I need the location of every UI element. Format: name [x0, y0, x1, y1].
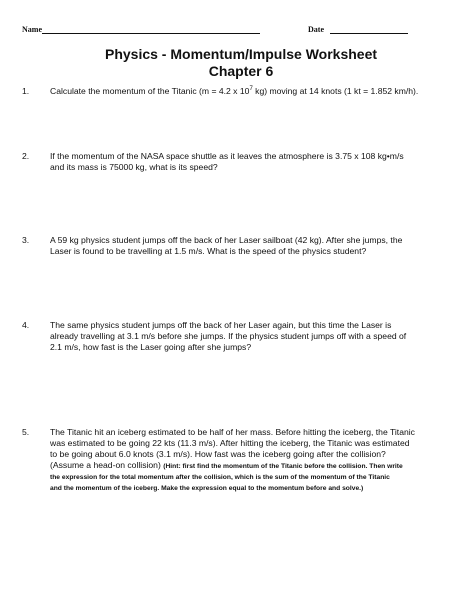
question-number: 2. — [22, 151, 30, 161]
worksheet-chapter: Chapter 6 — [208, 63, 274, 79]
worksheet-header — [22, 25, 452, 39]
question-text: The Titanic hit an iceberg estimated to be half of her mass. Before hitting the iceberg, the Titanic was estimated to be going 22 kts (11.3 m/s). After hitting the iceberg, the Titanic was estimated to be going about 6.0 knots (3.1 m/s). How fast was the iceberg going after the collision? (Assume a head-on collision) (Hint: first find the momentum of the Titanic before the collision. Then write the expression for the total momentum after the collision, which is the sum of the momentum of the Titanic and the momentum of the iceberg. Make the expression equal to the momentum before and solve.) — [50, 427, 462, 494]
question-text: If the momentum of the NASA space shuttle as it leaves the atmosphere is 3.75 x 108 kg•m/s and its mass is 75000 kg, what is its speed? — [50, 151, 404, 172]
name-blank-line — [42, 33, 260, 34]
hint-text: and the momentum of the iceberg. Make the expression equal to the momentum before and solve.) — [50, 485, 364, 492]
name-label: Name — [22, 25, 42, 34]
question-number: 1. — [22, 86, 30, 96]
question-text: A 59 kg physics student jumps off the back of her Laser sailboat (42 kg). After she jumps, the Laser is found to be travelling at 1.5 m/s. What is the speed of the physics student? — [50, 235, 403, 256]
question-number: 3. — [22, 235, 30, 245]
date-blank-line — [330, 33, 408, 34]
exponent: 7 — [249, 86, 253, 93]
hint-text: the expression for the total momentum after the collision, which is the sum of the momentum of the Titanic — [50, 474, 390, 481]
worksheet-title: Physics - Momentum/Impulse Worksheet — [104, 46, 378, 62]
hint-text: (Hint: first find the momentum of the Titanic before the collision. Then write — [163, 463, 403, 470]
question-number: 5. — [22, 427, 30, 437]
date-label: Date — [308, 25, 324, 34]
question-text: The same physics student jumps off the back of her Laser again, but this time the Laser is already travelling at 3.1 m/s before she jumps. If the physics student jumps off with a speed of 2.1 m/s, how fast is the Laser going after she jumps? — [50, 320, 407, 352]
question-text: Calculate the momentum of the Titanic (m = 4.2 x $10^7$ kg) moving at 14 knots (1 kt = 1.852 km/h). — [50, 86, 419, 96]
question-number: 4. — [22, 320, 30, 330]
